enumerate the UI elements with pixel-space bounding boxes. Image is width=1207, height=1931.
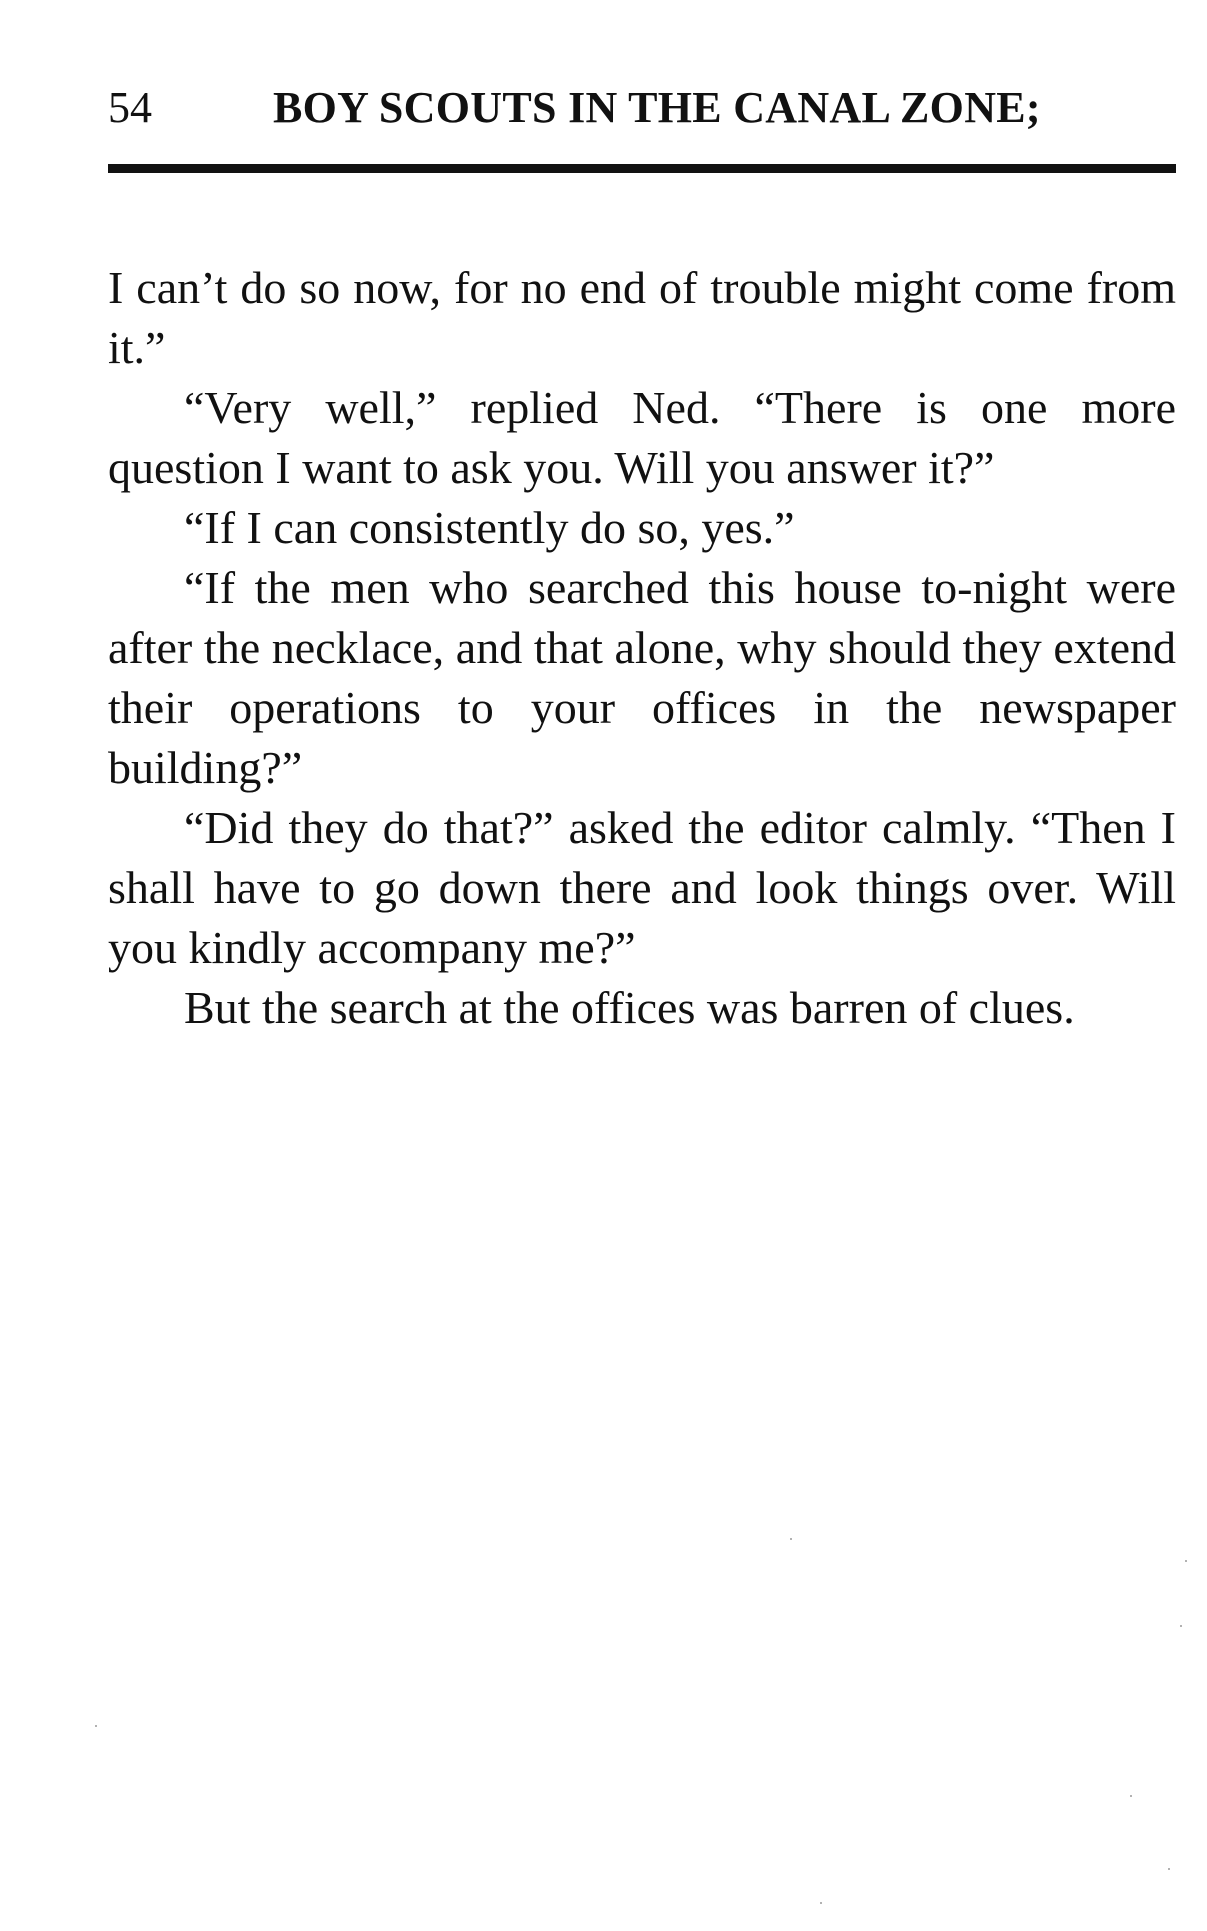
running-title: BOY SCOUTS IN THE CANAL ZONE; [273,83,1041,132]
paragraph-6: But the search at the offices was barren of clues. [184,982,1075,1033]
paragraph-2: “Very well,” replied Ned. “There is one more question I want to ask you. Will you answer it?” [108,382,1176,493]
scan-speck [1130,1795,1132,1797]
scan-speck [1168,1868,1170,1870]
scan-speck [820,1902,822,1904]
scan-speck [1185,1560,1187,1562]
scan-speck [1180,1625,1182,1627]
paragraph-5: “Did they do that?” asked the editor calmly. “Then I shall have to go down there and look things over. Will you kindly accompany me?” [108,802,1176,973]
scan-speck [790,1538,792,1540]
body-text [108,258,1176,1038]
paragraph-1: I can’t do so now, for no end of trouble might come from it.” [108,262,1176,373]
page-header [108,78,1176,138]
paragraph-3: “If I can consistently do so, yes.” [184,502,795,553]
paragraph-4: “If the men who searched this house to-night were after the necklace, and that alone, why should they extend their operations to your offices in the newspaper building?” [108,562,1176,793]
header-rule [108,164,1176,173]
scan-speck [95,1725,97,1727]
page-number: 54 [108,83,152,132]
